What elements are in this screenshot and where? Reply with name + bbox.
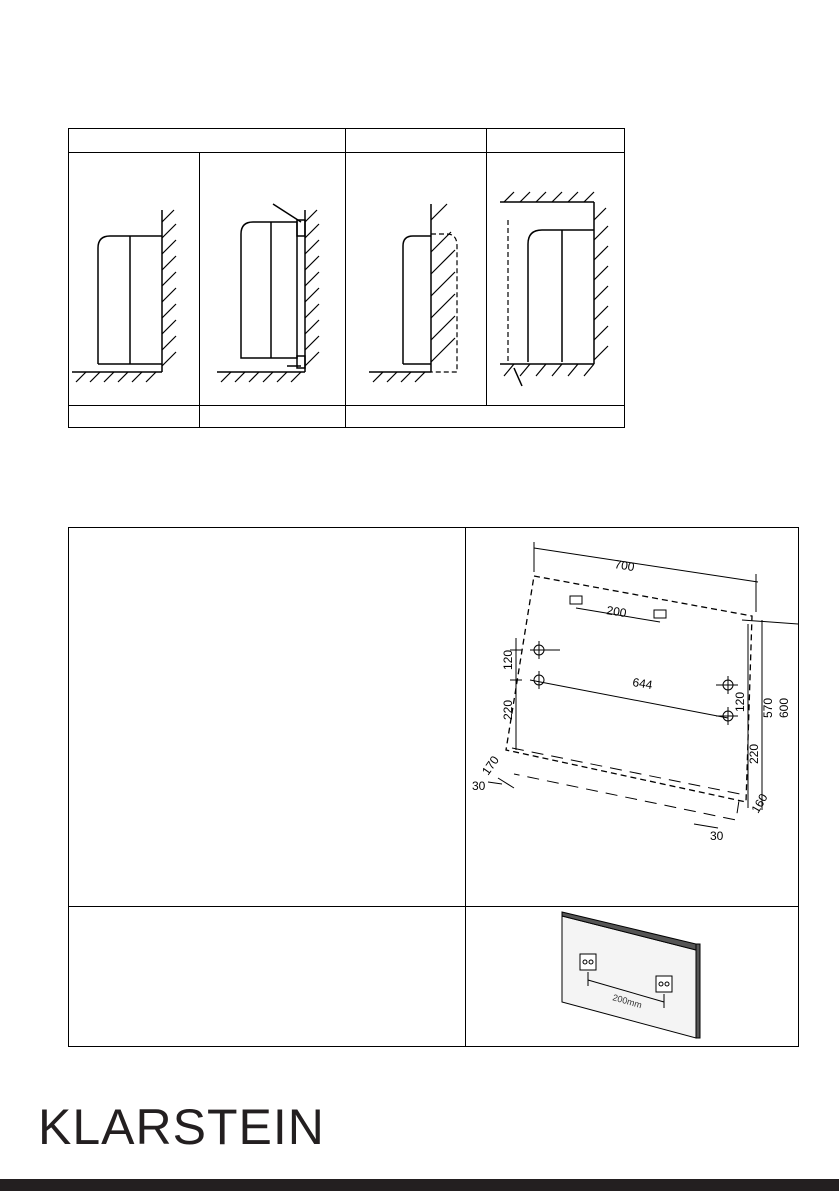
mounting-row-divider	[68, 906, 799, 907]
dim-width-label: 700	[613, 557, 636, 575]
table-col-divider-a	[199, 152, 200, 428]
dim-right-lower-label: 220	[747, 743, 761, 764]
dim-right-edge-label: 30	[710, 829, 724, 843]
dim-hole-spacing-label: 644	[631, 675, 654, 693]
dim-left-lower-label: 220	[501, 699, 515, 720]
dim-height-inner-label: 570	[761, 697, 775, 718]
table-header-divider	[68, 152, 625, 153]
figure-wall-bracket	[201, 200, 343, 400]
table-footer-divider	[68, 405, 625, 406]
dim-left-base-label: 170	[478, 753, 502, 778]
dim-left-edge-label: 30	[472, 779, 486, 793]
brand-logo: KLARSTEIN	[38, 1099, 325, 1155]
dim-right-upper-label: 120	[733, 691, 747, 712]
dim-bracket-spacing-label: 200	[605, 603, 628, 621]
dim-left-upper-label: 120	[501, 649, 515, 670]
table-col-divider-b	[345, 128, 346, 428]
mounting-dimension-diagram	[466, 528, 798, 850]
mounting-text-cell	[70, 530, 463, 904]
dim-height-outer-label: 600	[777, 697, 791, 718]
table-col-divider-c	[486, 128, 487, 405]
bracket-spacing-label: 200mm	[611, 992, 644, 1011]
figure-wall-standing	[70, 200, 198, 400]
footer-bar	[0, 1179, 839, 1191]
bracket-text-cell	[70, 909, 463, 1044]
figure-wall-recess	[347, 200, 485, 400]
dim-right-base-label: 160	[748, 791, 771, 816]
bracket-panel-diagram	[556, 910, 702, 1042]
figure-niche	[488, 190, 624, 400]
